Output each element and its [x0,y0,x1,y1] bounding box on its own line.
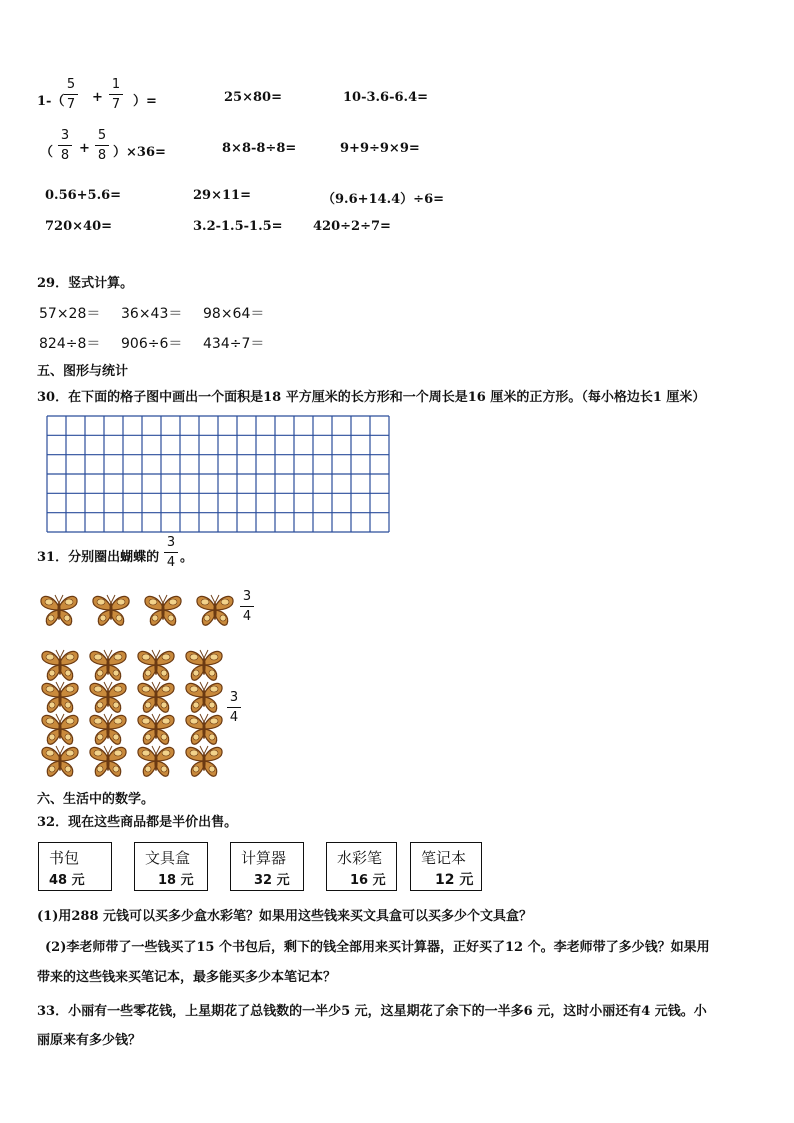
product-card-watercolor-pen: 水彩笔 16 元 [326,842,397,891]
question-33-line-1: 33．小丽有一些零花钱，上星期花了总钱数的一半少5 元，这星期花了余下的一半多6 元，这时小丽还有4 元钱。小 [37,1004,707,1019]
plus-sign: + [79,141,90,156]
expr-suffix: ）×36= [113,145,166,160]
section-heading-5: 五、图形与统计 [37,364,129,379]
fraction: 3 4 [164,535,178,570]
butterfly-icon [184,742,224,780]
square-grid[interactable] [46,415,390,533]
question-32-part-2-line-1: (2)李老师带了一些钱买了15 个书包后，剩下的钱全部用来买计算器，正好买了12 个。李老师带了多少钱？如果用 [45,940,710,955]
butterfly-icon [136,742,176,780]
question-30-title: 30．在下面的格子图中画出一个面积是18 平方厘米的长方形和一个周长是16 厘米的正方形。（每小格边长1 厘米） [37,390,706,405]
product-card-notebook: 笔记本 12 元 [410,842,482,891]
butterfly-icon [195,591,235,629]
vertical-calc: 98×64＝ [203,306,265,322]
expr: 29×11= [193,188,251,203]
expr: 10-3.6-6.4= [343,90,429,105]
expr: （9.6+14.4）÷6= [322,192,445,207]
expr: 25×80= [224,90,282,105]
section-heading-6: 六、生活中的数学。 [37,792,155,807]
expr: 8×8-8÷8= [222,141,297,156]
butterfly-icon [91,591,131,629]
butterfly-icon [88,742,128,780]
plus-sign: + [92,90,103,105]
expr: 720×40= [45,219,113,234]
butterfly-icon [143,591,183,629]
vertical-calc: 434÷7＝ [203,336,265,352]
product-card-calculator: 计算器 32 元 [230,842,304,891]
fraction: 3 4 [227,690,241,725]
question-32-part-2-line-2: 带来的这些钱来买笔记本，最多能买多少本笔记本？ [37,970,337,985]
expr: 3.2-1.5-1.5= [193,219,283,234]
fraction: 1 7 [109,77,123,112]
expr-prefix: （ [40,145,54,160]
fraction: 5 7 [64,77,78,112]
question-29-title: 29．竖式计算。 [37,276,134,291]
question-32-title: 32．现在这些商品都是半价出售。 [37,815,238,830]
vertical-calc: 906÷6＝ [121,336,183,352]
expr: 0.56+5.6= [45,188,122,203]
butterfly-icon [39,591,79,629]
expr: 9+9÷9×9= [340,141,420,156]
expr-prefix: 1-（ [37,94,65,109]
fraction: 3 4 [240,589,254,624]
expr-suffix: ）= [133,94,157,109]
product-card-schoolbag: 书包 48 元 [38,842,112,891]
expr: 420÷2÷7= [313,219,391,234]
butterfly-icon [40,742,80,780]
question-32-part-1: (1)用288 元钱可以买多少盒水彩笔？如果用这些钱来买文具盒可以买多少个文具盒？ [37,909,533,924]
vertical-calc: 824÷8＝ [39,336,101,352]
question-33-line-2: 丽原来有多少钱？ [37,1033,142,1048]
vertical-calc: 57×28＝ [39,306,101,322]
fraction: 5 8 [95,128,109,163]
fraction: 3 8 [58,128,72,163]
vertical-calc: 36×43＝ [121,306,183,322]
product-card-pencil-case: 文具盒 18 元 [134,842,208,891]
